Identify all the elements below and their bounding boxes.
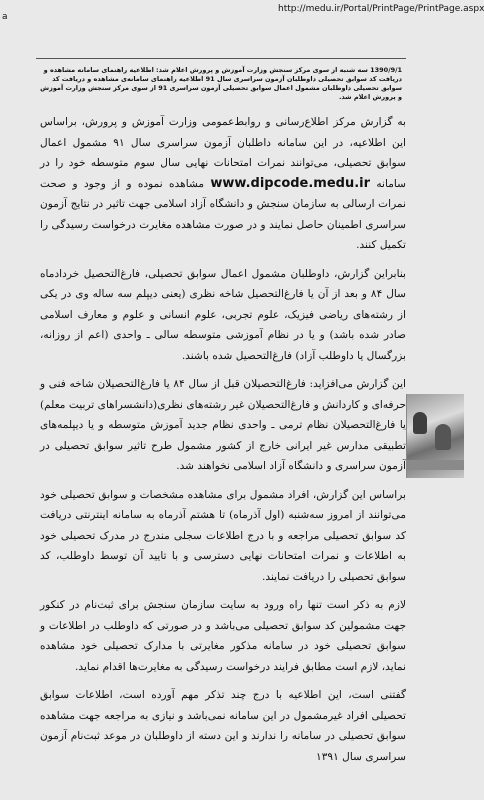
desk-shape bbox=[407, 460, 464, 470]
paragraph-3: این گزارش می‌افزاید: فارغ‌التحصیلان قبل از سال ۸۴ یا فارغ‌التحصیلان شاخه فنی و حرفه‌ای و کاردانش و فارغ‌التحصیلان غیر رشته‌های نظری(دانشسراهای تربیت معلم) یا فارغ‌التحصیلان نظام ترمی ـ واحدی نظام جدید آموزش متوسطه و یا دیپلمه‌های تطبیقی مدارس غیر ایرانی خارج از کشور مشمول طرح تاثیر سوابق تحصیلی در آزمون سراسری و دانشگاه آزاد اسلامی نخواهند شد. bbox=[40, 378, 406, 472]
edge-mark: a bbox=[2, 12, 8, 22]
student-figure bbox=[435, 424, 451, 450]
paragraph-5: لازم به ذکر است تنها راه ورود به سایت سازمان سنجش برای ثبت‌نام در کنکور جهت مشمولین کد سوابق تحصیلی می‌باشد و در صورتی که داوطلب در اطلاعات و سوابق تحصیلی خود در سامانه مذکور مغایرتی با مدارک تحصیلی خود مشاهده نماید، لازم است مطابق فرایند درخواست رسیدگی به مغایرت‌ها اقدام نماید. bbox=[40, 599, 406, 673]
classroom-photo bbox=[406, 394, 464, 478]
header-rule bbox=[36, 58, 406, 59]
print-url: http://medu.ir/Portal/PrintPage/PrintPage.aspx bbox=[278, 4, 484, 14]
paragraph-4: براساس این گزارش، افراد مشمول برای مشاهده مشخصات و سوابق تحصیلی خود می‌توانند از امروز سه‌شنبه (اول آذرماه) تا هشتم آذرماه به سامانه اینترنتی دریافت کد سوابق تحصیلی مراجعه و با درج اطلاعات سجلی مندرج در مدرک تحصیلی خود به اطلاعات و نمرات امتحانات نهایی دسترسی و با تایید آن توسط داوطلب، کد سوابق تحصیلی را دریافت نمایند. bbox=[40, 488, 406, 583]
student-figure bbox=[413, 412, 427, 434]
paragraph-2: بنابراین گزارش، داوطلبان مشمول اعمال سوابق تحصیلی، فارغ‌التحصیل خرداد‌ماه سال ۸۴ و بعد از آن یا فارغ‌التحصیل شاخه نظری (یعنی دیپلم سه ساله وی در یکی از رشته‌های ریاضی فیزیک، علوم تجربی، علوم انسانی و علوم و معارف اسلامی صادر شده باشد) و یا در نظام آموزشی متوسطه سالی ـ واحدی (اعم از روزانه، بزرگسال یا داوطلب آزاد) فارغ‌التحصیل شده باشند. bbox=[40, 267, 407, 362]
paragraph-1-text: به گزارش مرکز اطلاع‌رسانی و روابط‌عمومی وزارت آموزش و پرورش، براساس این اطلاعیه، در این سامانه داطلبان آزمون سراسری سال ۹۱ مشمول اعمال سوابق تحصیلی، می‌توانند نمرات امتحانات نهایی سال سوم متوسطه خود را در سامانه bbox=[40, 116, 406, 190]
article-body bbox=[40, 112, 406, 775]
dipcode-link[interactable]: www.dipcode.medu.ir bbox=[210, 175, 371, 191]
paragraph-1 bbox=[40, 112, 406, 256]
article-header: 1390/9/1 سه شنبه از سوی مرکز سنجش وزارت آموزش و پرورش اعلام شد: اطلاعیه راهنمای سامانه مشاهده و دریافت کد سوابق تحصیلی داوطلبان آزمون سراسری سال 91 اطلاعیه راهنمای سامانه‌ی مشاهده و دریافت کد سوابق تحصیلی داوطلبان مشمول اعمال سوابق تحصیلی آزمون سراسری 91 از سوی مرکز سنجش وزارت آموزش و پرورش اعلام شد. bbox=[40, 66, 402, 101]
paragraph-1-rest: مشاهده نموده و از وجود و صحت نمرات ارسالی به سازمان سنجش و دانشگاه آزاد اسلامی جهت تاثیر در نتایج آزمون سراسری اطمینان حاصل نمایند و در صورت مشاهده مغایرت درخواست رسیدگی را تکمیل کنند. bbox=[40, 177, 406, 251]
paragraph-6: گفتنی است، این اطلاعیه با درج چند تذکر مهم آورده است، اطلاعات سوابق تحصیلی افراد غیرمشمول در این سامانه نمی‌باشد و نیازی به مراجعه جهت مشاهده سوابق تحصیلی در سامانه را ندارند و این دسته از داوطلبان در موعد ثبت‌نام آزمون سراسری سال ۱۳۹۱ bbox=[40, 689, 406, 763]
